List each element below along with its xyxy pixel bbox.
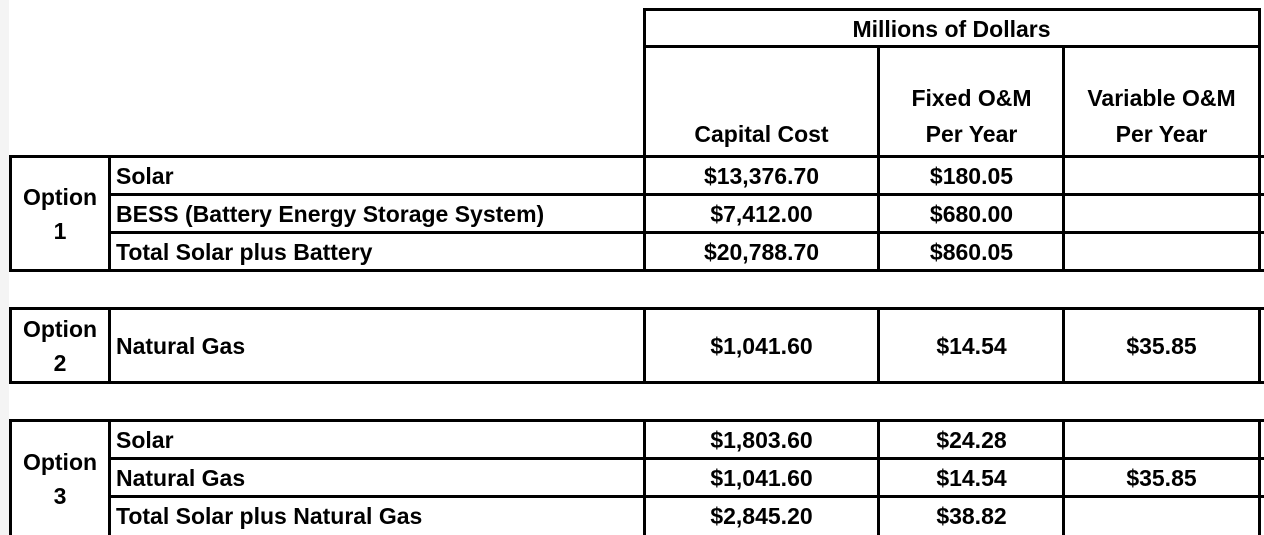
variable-om-cell[interactable]: $35.85	[1126, 465, 1197, 491]
variable-om-cell[interactable]	[1065, 234, 1258, 270]
item-cell[interactable]: Solar	[116, 427, 174, 453]
grid-line	[9, 269, 1264, 272]
fixed-om-cell[interactable]: $680.00	[929, 201, 1014, 227]
fixed-om-cell[interactable]: $860.05	[929, 238, 1014, 265]
grid-line	[643, 307, 646, 384]
grid-line	[9, 307, 1264, 310]
grid-line	[877, 419, 880, 535]
fixed-om-cell[interactable]: $38.82	[936, 503, 1007, 529]
sheet-gutter	[0, 0, 9, 535]
grid-line	[877, 307, 880, 384]
grid-line	[1062, 45, 1065, 158]
capital-cost-cell[interactable]: $13,376.70	[703, 163, 820, 189]
column-header-variable-om[interactable]	[1065, 48, 1258, 156]
fixed-om-cell[interactable]: $14.54	[936, 332, 1007, 359]
grid-line	[1062, 419, 1065, 535]
column-header-line1: Fixed O&M	[911, 85, 1032, 111]
item-cell[interactable]: Natural Gas	[116, 465, 246, 491]
option-number: 3	[53, 482, 67, 509]
grid-line	[1258, 155, 1261, 272]
grid-line	[1062, 155, 1065, 272]
grid-line	[9, 155, 1264, 158]
grid-line	[108, 307, 111, 384]
option-label-text: Option	[22, 316, 98, 342]
item-cell[interactable]: Solar	[116, 163, 174, 189]
grid-line	[108, 193, 1264, 196]
variable-om-cell[interactable]	[1065, 158, 1258, 195]
grid-line	[108, 495, 1264, 498]
option-1-label[interactable]	[11, 158, 109, 270]
item-cell[interactable]: BESS (Battery Energy Storage System)	[116, 201, 545, 227]
column-header-line1: Variable O&M	[1087, 85, 1236, 111]
column-header-line2: Per Year	[1115, 121, 1208, 147]
variable-om-cell[interactable]: $35.85	[1126, 332, 1197, 359]
grid-line	[643, 8, 646, 158]
option-label-text: Option	[22, 184, 98, 210]
grid-line	[108, 155, 111, 272]
grid-line	[108, 231, 1264, 234]
column-header-fixed-om[interactable]	[880, 48, 1063, 156]
grid-line	[9, 419, 12, 535]
grid-line	[9, 307, 12, 384]
grid-line	[643, 155, 646, 272]
grid-line	[9, 381, 1264, 384]
grid-line	[1258, 307, 1261, 384]
option-3-label[interactable]	[11, 422, 109, 535]
capital-cost-cell[interactable]: $7,412.00	[710, 201, 813, 227]
option-number: 2	[53, 350, 67, 376]
group-header-millions[interactable]: Millions of Dollars	[852, 15, 1051, 42]
grid-line	[9, 155, 12, 272]
capital-cost-cell[interactable]: $1,041.60	[710, 465, 813, 491]
grid-line	[877, 155, 880, 272]
variable-om-cell[interactable]	[1065, 498, 1258, 535]
capital-cost-cell[interactable]: $20,788.70	[703, 238, 820, 265]
variable-om-cell[interactable]	[1065, 196, 1258, 233]
capital-cost-cell[interactable]: $1,803.60	[710, 427, 813, 453]
fixed-om-cell[interactable]: $24.28	[936, 427, 1007, 453]
column-header-capital-cost[interactable]	[645, 48, 878, 156]
grid-line	[1258, 419, 1261, 535]
variable-om-cell[interactable]	[1065, 422, 1258, 459]
column-header-line2: Capital Cost	[694, 121, 829, 147]
capital-cost-cell[interactable]: $1,041.60	[710, 332, 813, 359]
column-header-line2: Per Year	[925, 121, 1018, 147]
item-cell[interactable]: Natural Gas	[116, 332, 246, 359]
option-label-text: Option	[22, 448, 98, 475]
option-number: 1	[53, 218, 67, 244]
grid-line	[643, 45, 1261, 48]
grid-line	[1258, 8, 1261, 158]
grid-line	[1062, 307, 1065, 384]
capital-cost-cell[interactable]: $2,845.20	[710, 503, 813, 529]
option-2-label[interactable]	[11, 310, 109, 382]
grid-line	[643, 8, 1261, 11]
grid-line	[108, 457, 1264, 460]
grid-line	[108, 419, 111, 535]
grid-line	[643, 419, 646, 535]
grid-line	[9, 419, 1264, 422]
grid-line	[877, 45, 880, 158]
item-cell[interactable]: Total Solar plus Battery	[116, 238, 373, 265]
item-cell[interactable]: Total Solar plus Natural Gas	[116, 503, 423, 529]
fixed-om-cell[interactable]: $14.54	[936, 465, 1007, 491]
fixed-om-cell[interactable]: $180.05	[929, 163, 1014, 189]
